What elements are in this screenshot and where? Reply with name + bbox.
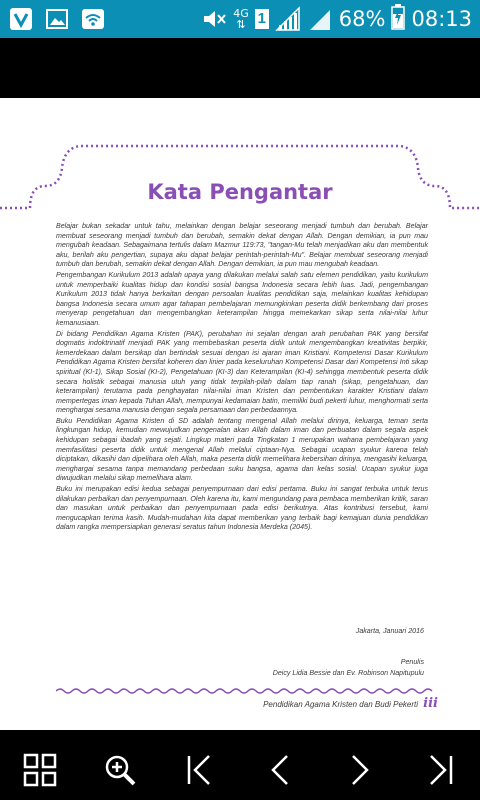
network-type — [233, 8, 249, 30]
document-page[interactable] — [0, 98, 480, 730]
paragraph: Buku Pendidikan Agama Kristen di SD adalah tentang mengenal Allah melalui dirinya, keluarga, teman serta lingkungan hidup, kemudian mewujudkan pengenalan akan Allah dalam iman dan perbuatan dalam segala aspek kehidupan sebagai ibadah yang sejati. Lingkup materi pada Tingkatan 1 merupakan wahana pembelajaran yang memfasilitasi peserta didik untuk mengenal Allah melalui ciptaan-Nya. Sebagai ucapan syukur karena telah diciptakan, dikasihi dan dipelihara oleh Allah, maka peserta didik memelihara kebersihan dirinya, mengasihi keluarga, menghargai sesama tanpa memandang perbedaan suku bangsa, agama dan kelas sosial. Ucapan syukur juga diwujudkan melalui sikap memelihara alam. — [56, 416, 428, 483]
page-title: Kata Pengantar — [147, 180, 333, 204]
authors: Deicy Lidia Bessie dan Ev. Robinson Napitupulu — [272, 669, 424, 677]
wifi-icon — [80, 6, 106, 32]
paragraph: Belajar bukan sekadar untuk tahu, melainkan dengan belajar seseorang menjadi tumbuh dan berubah. Belajar membuat seseorang menjadi tumbuh dan berubah, semakin dekat dengan Allah. Dengan demikian, ia pun mau mengubah keadaan. Sebagaimana tertulis dalam Mazmur 119:73, "tangan-Mu telah menjadikan aku dan membentuk aku, berilah aku pengertian, supaya aku dapat belajar perintah-perintah-Mu". Belajar membuat seseorang menjadi tumbuh dan berubah, semakin dekat dengan Allah. Dengan demikian, ia pun mau mengubah keadaan. — [56, 222, 428, 269]
footer-wave-divider — [56, 687, 434, 695]
grid-view-icon — [23, 753, 57, 787]
signal-icon — [307, 6, 333, 32]
paragraph: Buku ini merupakan edisi kedua sebagai penyempurnaan dari edisi pertama. Buku ini sangat terbuka untuk terus dilakukan perbaikan dan penyempurnaan. Oleh karena itu, kami mengundang para pembaca memberikan kritik, saran dan masukan untuk perbaikan dan penyempurnaan pada edisi berikutnya. Atas kontribusi tersebut, kami mengucapkan terima kasih. Mudah-mudahan kita dapat memberikan yang terbaik bagi kemajuan dunia pendidikan dalam rangka mempersiapkan generasi seratus tahun Indonesia Merdeka (2045). — [56, 485, 428, 532]
page-number: iii — [423, 696, 438, 711]
v-app-icon — [8, 6, 34, 32]
first-page-button[interactable] — [176, 746, 224, 794]
sim-slot-badge — [255, 9, 269, 29]
battery-percent: 68% — [338, 7, 386, 31]
mute-icon — [201, 6, 227, 32]
place-date: Jakarta, Januari 2016 — [355, 627, 424, 635]
data-arrows-icon: ⇅ — [236, 18, 246, 31]
bottom-spacer — [0, 730, 480, 740]
grid-view-button[interactable] — [16, 746, 64, 794]
signature-label: Penulis — [400, 658, 424, 666]
footer-book-title: Pendidikan Agama Kristen dan Budi Pekerti — [263, 700, 418, 709]
zoom-in-icon — [103, 753, 137, 787]
top-spacer — [0, 38, 480, 98]
last-page-icon — [423, 753, 457, 787]
next-page-button[interactable] — [336, 746, 384, 794]
document-body — [56, 222, 428, 534]
sim-slot-label: 1 — [257, 10, 266, 27]
previous-page-icon — [263, 753, 297, 787]
network-type-label: 4G — [233, 7, 249, 20]
zoom-in-button[interactable] — [96, 746, 144, 794]
first-page-icon — [183, 753, 217, 787]
clock: 08:13 — [411, 7, 472, 31]
paragraph: Di bidang Pendidikan Agama Kristen (PAK), perubahan ini sejalan dengan arah perubahan PAK yang bersifat dogmatis indoktrinatif menjadi PAK yang membebaskan peserta didik untuk mengembangkan kreativitas berpikir, kemerdekaan dalam bersikap dan bertindak sesuai dengan isi ajaran iman Kristiani. Kompetensi Dasar Kurikulum Pendidikan Agama Kristen bersifat koheren dan linier pada keseluruhan Kompetensi Dasar dari Kompetensi Inti sikap spiritual (KI-1), Sikap Sosial (KI-2), Pengetahuan (KI-3) dan Keterampilan (KI-4) sehingga membentuk peserta didik secara holistik sebagai manusia utuh yang tidak terpilah-pilah dalam tiap ranah (sikap, pengetahuan, dan keterampilan) terutama pada penghayatan nilai-nilai iman Kristen dan pembentukan karakter Kristiani dalam mempertegas iman kepada Tuhan Allah, mempunyai kedamaian batin, memiliki budi pekerti luhur, menghormati serta menghargai sesama manusia dengan segala persamaan dan perbedaannya. — [56, 329, 428, 415]
battery-charging-icon — [391, 4, 405, 35]
status-bar — [0, 0, 480, 38]
reader-toolbar — [0, 740, 480, 800]
previous-page-button[interactable] — [256, 746, 304, 794]
signal-icon — [275, 6, 301, 32]
last-page-button[interactable] — [416, 746, 464, 794]
paragraph: Pengembangan Kurikulum 2013 adalah upaya yang dilakukan melalui salah satu elemen pendidikan, yaitu kurikulum untuk memperbaiki kualitas hidup dan kondisi sosial bangsa Indonesia secara lebih luas. Jadi, pengembangan Kurikulum 2013 tidak hanya berkaitan dengan persoalan kualitas pendidikan saja, melainkan kualitas kehidupan bangsa Indonesia secara umum agar tahapan pembelajaran memungkinkan peserta didik berkembang dari proses menyerap pengetahuan dan mengembangkan keterampilan hingga memekarkan sikap serta nilai-nilai luhur kemanusiaan. — [56, 270, 428, 327]
next-page-icon — [343, 753, 377, 787]
gallery-icon — [44, 6, 70, 32]
